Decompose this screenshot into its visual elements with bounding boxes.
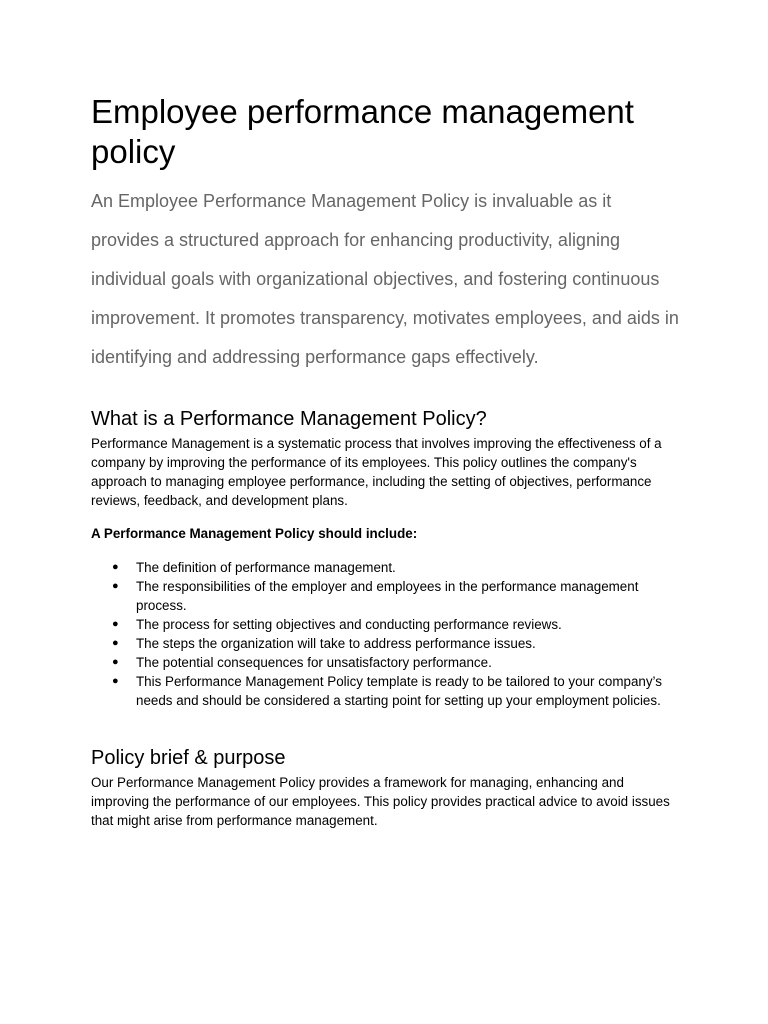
bullet-icon: ● (112, 580, 119, 592)
list-item-text: The process for setting objectives and conducting performance reviews. (136, 617, 562, 632)
list-item (91, 634, 681, 653)
list-item-text: The steps the organization will take to address performance issues. (136, 636, 536, 651)
section-body-policy-brief: Our Performance Management Policy provides a framework for managing, enhancing and improving the performance of our employees. This policy provides practical advice to avoid issues that might arise from performance management. (91, 775, 670, 828)
list-item (91, 558, 681, 577)
section-body-what-is: Performance Management is a systematic process that involves improving the effectiveness of a company by improving the performance of its employees. This policy outlines the company's approach to managing employee performance, including the setting of objectives, performance reviews, feedback, and development plans. (91, 436, 662, 508)
document-title: Employee performance management policy (91, 93, 634, 170)
list-item-text: The responsibilities of the employer and employees in the performance management process. (136, 579, 639, 613)
document-subtitle: An Employee Performance Management Policy is invaluable as it provides a structured approach for enhancing productivity, aligning individual goals with organizational objectives, and fostering continuous improvement. It promotes transparency, motivates employees, and aids in identifying and addressing performance gaps effectively. (91, 191, 679, 367)
section-heading-policy-brief: Policy brief & purpose (91, 747, 286, 769)
list-item (91, 615, 681, 634)
list-item (91, 672, 681, 710)
list-item (91, 577, 681, 615)
list-title: A Performance Management Policy should include: (91, 526, 418, 541)
list-item-text: This Performance Management Policy template is ready to be tailored to your company’s needs and should be considered a starting point for setting up your employment policies. (136, 674, 662, 708)
bullet-icon: ● (112, 675, 119, 687)
bullet-icon: ● (112, 656, 119, 668)
list-item (91, 653, 681, 672)
section-heading-what-is: What is a Performance Management Policy? (91, 408, 487, 430)
document-content (91, 92, 681, 830)
list-item-text: The definition of performance management. (136, 560, 396, 575)
bullet-icon: ● (112, 637, 119, 649)
include-list (91, 558, 681, 710)
list-item-text: The potential consequences for unsatisfactory performance. (136, 655, 492, 670)
bullet-icon: ● (112, 618, 119, 630)
bullet-icon: ● (112, 561, 119, 573)
